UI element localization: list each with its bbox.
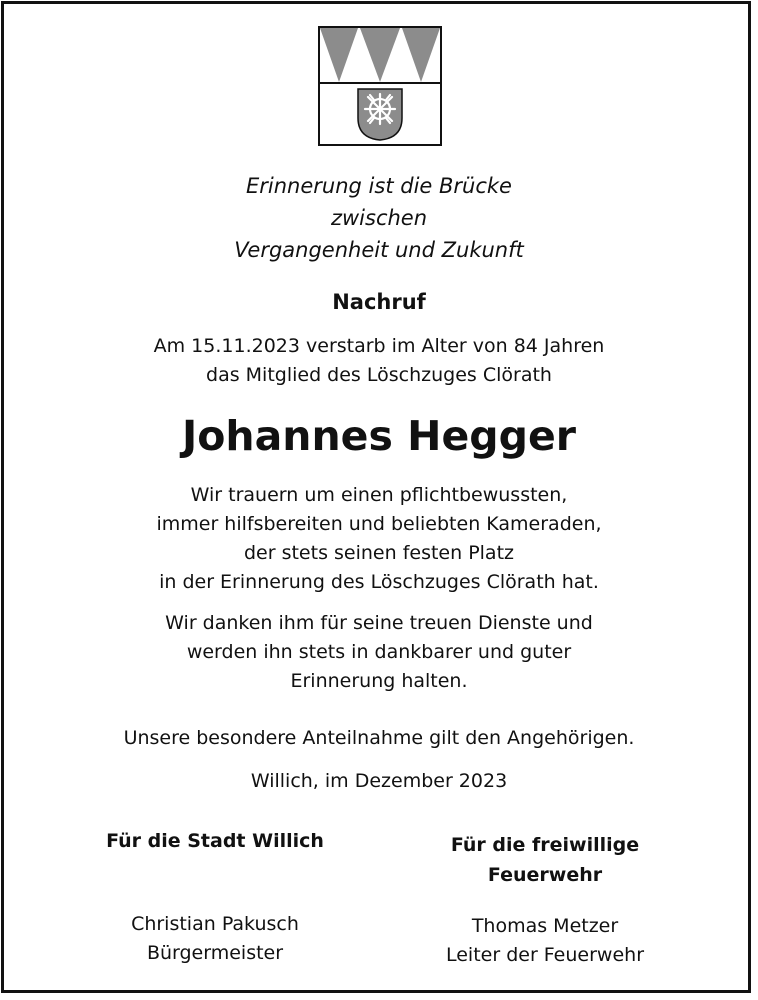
motto-line: Erinnerung ist die Brücke [246, 174, 512, 198]
intro-text [0, 332, 758, 390]
signatory-organization [400, 830, 690, 890]
organization-line: Feuerwehr [487, 864, 603, 886]
signatory-name: Christian Pakusch [131, 913, 299, 935]
place-date: Willich, im Dezember 2023 [250, 770, 508, 792]
paragraph-line: Wir trauern um einen pflichtbewussten, [190, 484, 568, 506]
signatory-title: Leiter der Feuerwehr [445, 944, 644, 966]
signatory-title: Bürgermeister [146, 942, 284, 964]
paragraph-line: in der Erinnerung des Löschzuges Clörath hat. [159, 571, 599, 593]
paragraph-thanks [0, 609, 758, 696]
heading: Nachruf [332, 290, 426, 314]
paragraph-line: Erinnerung halten. [290, 670, 468, 692]
paragraph-line: Wir danken ihm für seine treuen Dienste und [165, 612, 593, 634]
organization-line: Für die freiwillige [450, 834, 640, 856]
coat-of-arms-icon [318, 26, 442, 146]
motto [0, 170, 758, 266]
condolence-text: Unsere besondere Anteilnahme gilt den Angehörigen. [123, 727, 635, 749]
intro-line: das Mitglied des Löschzuges Clörath [206, 364, 552, 386]
motto-line: zwischen [330, 206, 428, 230]
signatory-name: Thomas Metzer [471, 915, 619, 937]
signatory-person [400, 912, 690, 970]
intro-line: Am 15.11.2023 verstarb im Alter von 84 Jahren [153, 335, 605, 357]
paragraph-line: immer hilfsbereiten und beliebten Kameraden, [156, 513, 602, 535]
paragraph-mourning [0, 481, 758, 597]
deceased-name: Johannes Hegger [182, 412, 576, 460]
signatory-organization [70, 826, 360, 856]
organization-line: Für die Stadt Willich [106, 830, 324, 852]
paragraph-line: werden ihn stets in dankbarer und guter [186, 641, 572, 663]
paragraph-line: der stets seinen festen Platz [243, 542, 514, 564]
signatory-person [70, 910, 360, 968]
motto-line: Vergangenheit und Zukunft [234, 238, 524, 262]
